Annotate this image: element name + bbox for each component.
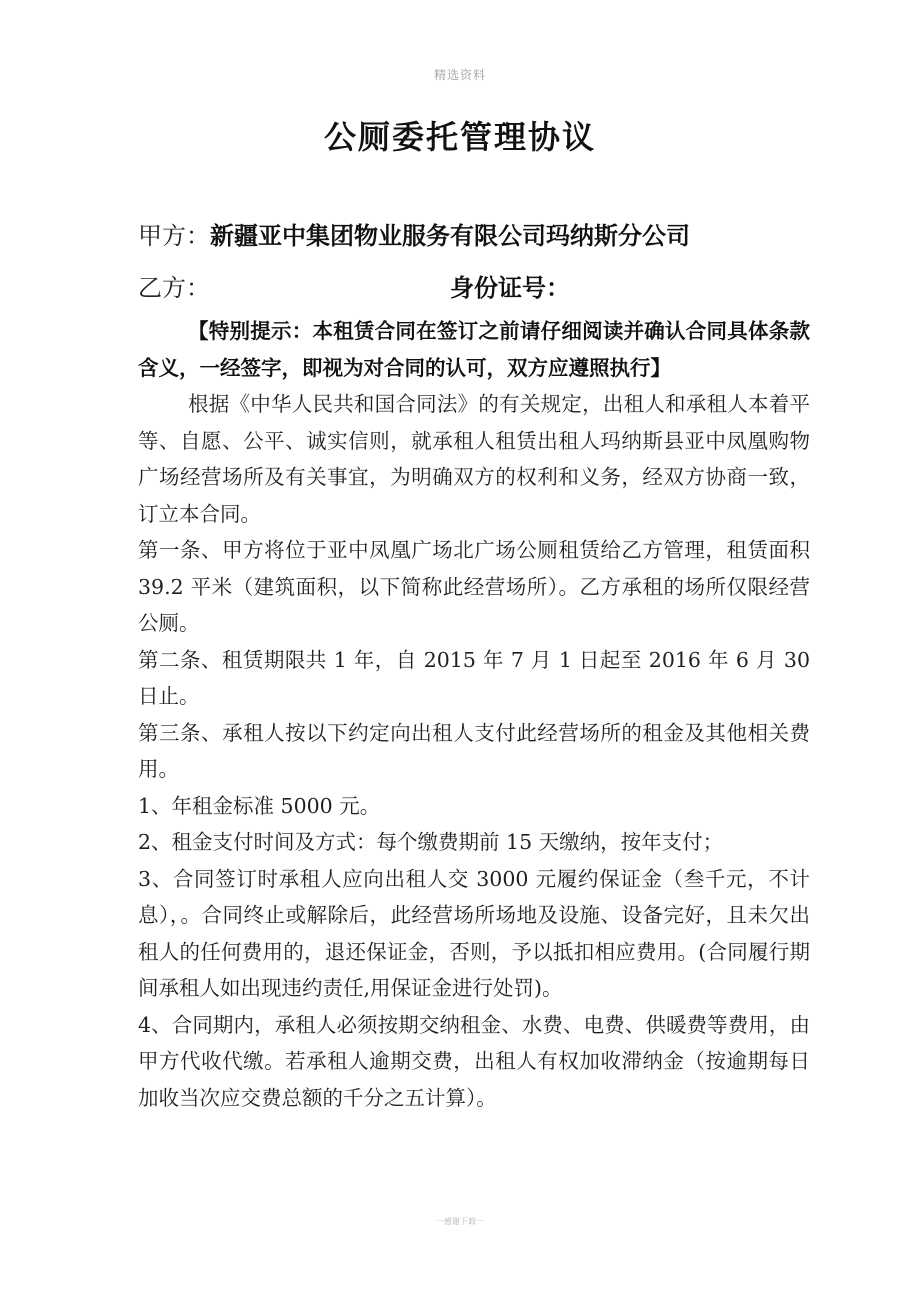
special-notice: 【特别提示：本租赁合同在签订之前请仔细阅读并确认合同具体条款含义，一经签字，即视为对合同的认可，双方应遵照执行】 xyxy=(138,319,810,380)
watermark-text: 精选资料 xyxy=(433,68,486,82)
article-1: 第一条、甲方将位于亚中凤凰广场北广场公厕租赁给乙方管理，租赁面积 39.2 平米（建筑面积，以下简称此经营场所）。乙方承租的场所仅限经营公厕。 xyxy=(138,538,810,635)
party-a-label: 甲方： xyxy=(138,222,210,250)
id-number-label: 身份证号： xyxy=(450,274,570,302)
article-3: 第三条、承租人按以下约定向出租人支付此经营场所的租金及其他相关费用。 xyxy=(138,720,810,781)
article-2: 第二条、租赁期限共 1 年，自 2015 年 7 月 1 日起至 2016 年 6 月 30 日止。 xyxy=(138,647,810,708)
party-b-line xyxy=(138,268,210,303)
clause-2: 2、租金支付时间及方式：每个缴费期前 15 天缴纳，按年支付； xyxy=(138,830,724,854)
clause-3: 3、合同签订时承租人应向出租人交 3000 元履约保证金（叁千元，不计息），。合同终止或解除后，此经营场所场地及设施、设备完好，且未欠出租人的任何费用的，退还保证金，否则，予以抵扣相应费用。(合同履行期间承租人如出现违约责任,用保证金进行处罚)。 xyxy=(138,866,810,1000)
preamble-paragraph: 根据《中华人民共和国合同法》的有关规定，出租人和承租人本着平等、自愿、公平、诚实信则，就承租人租赁出租人玛纳斯县亚中凤凰购物广场经营场所及有关事宜，为明确双方的权利和义务，经双方协商一致，订立本合同。 xyxy=(138,392,810,526)
document-title: 公厕委托管理协议 xyxy=(323,118,596,156)
party-b-label: 乙方： xyxy=(138,274,210,302)
clause-1: 1、年租金标准 5000 元。 xyxy=(138,793,381,818)
party-a-line xyxy=(138,216,690,251)
contract-body xyxy=(138,313,810,1116)
party-a-name: 新疆亚中集团物业服务有限公司玛纳斯分公司 xyxy=(210,222,690,250)
clause-4: 4、合同期内，承租人必须按期交纳租金、水费、电费、供暖费等费用，由甲方代收代缴。若承租人逾期交费，出租人有权加收滞纳金（按逾期每日加收当次应交费总额的千分之五计算）。 xyxy=(138,1012,810,1110)
page-footer: 一感谢下载一 xyxy=(436,1217,484,1226)
